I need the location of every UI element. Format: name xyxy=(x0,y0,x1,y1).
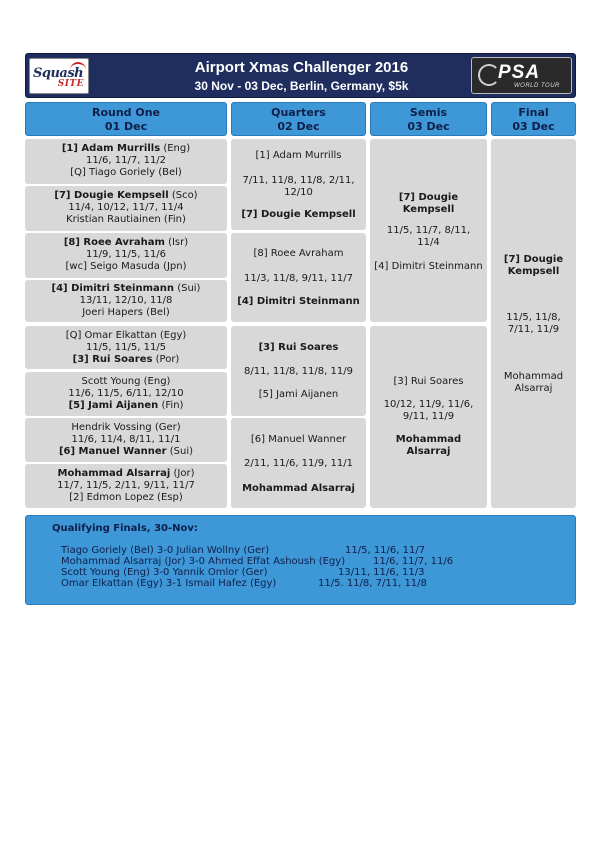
match-score: 13/11, 12/10, 11/8 xyxy=(79,295,173,306)
top-player: [3] Rui Soares xyxy=(258,342,339,353)
tournament-subtitle: 30 Nov - 03 Dec, Berlin, Germany, $5k xyxy=(194,79,409,93)
winner-name: [1] Adam Murrills xyxy=(61,143,161,154)
winner-country: (Sui) xyxy=(166,446,194,457)
loser-name: Scott Young (Eng) xyxy=(81,376,171,387)
bottom-player: [7] Dougie Kempsell xyxy=(241,209,356,220)
bottom-player: [4] Dimitri Steinmann xyxy=(237,296,360,307)
round-one-match-8 xyxy=(25,464,227,508)
winner-country: (Sco) xyxy=(168,190,198,201)
top-player: [3] Rui Soares xyxy=(393,376,464,387)
semi-final-match-1 xyxy=(370,139,487,322)
top-player: [7] Dougie Kempsell xyxy=(503,254,564,277)
round-header-round-one xyxy=(25,102,227,136)
loser-name: Joeri Hapers (Bel) xyxy=(82,307,170,318)
round-name: Quarters xyxy=(271,106,326,119)
logo-left-line2: SITE xyxy=(57,79,84,89)
loser-name: [Q] Omar Elkattan (Egy) xyxy=(65,330,187,341)
winner-name: [3] Rui Soares xyxy=(72,354,153,365)
round-date: 03 Dec xyxy=(512,120,555,133)
winner-country: (Sui) xyxy=(174,283,201,294)
round-name: Round One xyxy=(91,106,161,119)
psa-logo-text: PSA xyxy=(498,62,541,83)
round-date: 01 Dec xyxy=(104,120,148,133)
round-one-match-1 xyxy=(25,139,227,184)
bottom-player: Mohammad Alsarraj xyxy=(503,371,564,394)
semi-final-match-2 xyxy=(370,326,487,508)
top-player: [6] Manuel Wanner xyxy=(250,434,347,445)
winner-country: (Eng) xyxy=(160,143,191,154)
match-score: 11/9, 11/5, 11/6 xyxy=(85,249,167,260)
loser-name: [2] Edmon Lopez (Esp) xyxy=(69,492,183,503)
winner-name: [6] Manuel Wanner xyxy=(58,446,167,457)
match-score: 10/12, 11/9, 11/6, 9/11, 11/9 xyxy=(383,399,474,422)
qualifying-match: Scott Young (Eng) 3-0 Yannik Omlor (Ger) xyxy=(61,567,268,578)
qualifying-match: Tiago Goriely (Bel) 3-0 Julian Wollny (Ger) xyxy=(61,545,270,556)
round-date: 03 Dec xyxy=(407,120,450,133)
psa-logo-subtext: WORLD TOUR xyxy=(514,83,560,89)
round-one-match-3 xyxy=(25,233,227,278)
bottom-player: Mohammad Alsarraj xyxy=(242,483,355,494)
quarter-final-match-1 xyxy=(231,139,366,230)
psa-swirl-icon xyxy=(478,64,500,86)
qualifying-match: Mohammad Alsarraj (Jor) 3-0 Ahmed Effat Ashoush (Egy) xyxy=(61,556,346,567)
match-score: 11/5, 11/5, 11/5 xyxy=(85,342,167,353)
winner-country: (Jor) xyxy=(170,468,195,479)
match-score: 11/3, 11/8, 9/11, 11/7 xyxy=(244,273,353,284)
round-header-semis xyxy=(370,102,487,136)
match-score: 7/11, 11/8, 11/8, 2/11, 12/10 xyxy=(242,175,355,198)
round-date: 02 Dec xyxy=(277,120,320,133)
top-player: [1] Adam Murrills xyxy=(255,150,342,161)
logo-left-line1: Squash xyxy=(33,66,84,81)
match-score: 11/5, 11/8, 7/11, 11/9 xyxy=(506,312,561,335)
round-name: Final xyxy=(518,106,549,119)
loser-name: Hendrik Vossing (Ger) xyxy=(71,422,181,433)
qualifying-score: 13/11, 11/6, 11/3 xyxy=(338,567,425,578)
tournament-header xyxy=(25,53,576,98)
bottom-player: Mohammad Alsarraj xyxy=(395,434,462,457)
winner-name: [5] Jami Aijanen xyxy=(68,400,159,411)
qualifying-score: 11/5, 11/6, 11/7 xyxy=(345,545,426,556)
qualifying-match: Omar Elkattan (Egy) 3-1 Ismail Hafez (Egy) xyxy=(61,578,277,589)
match-score: 11/4, 10/12, 11/7, 11/4 xyxy=(68,202,184,213)
bottom-player: [5] Jami Aijanen xyxy=(258,389,339,400)
quarter-final-match-2 xyxy=(231,233,366,322)
winner-name: [8] Roee Avraham xyxy=(63,237,165,248)
bottom-player: [4] Dimitri Steinmann xyxy=(374,261,483,272)
round-one-match-7 xyxy=(25,418,227,462)
winner-country: (Fin) xyxy=(158,400,184,411)
match-score: 11/5, 11/7, 8/11, 11/4 xyxy=(386,225,471,248)
winner-name: [7] Dougie Kempsell xyxy=(54,190,169,201)
round-one-match-6 xyxy=(25,372,227,416)
winner-country: (Isr) xyxy=(164,237,189,248)
qualifying-title: Qualifying Finals, 30-Nov: xyxy=(52,523,198,534)
round-header-final xyxy=(491,102,576,136)
tournament-title: Airport Xmas Challenger 2016 xyxy=(194,59,409,76)
round-one-match-5 xyxy=(25,326,227,369)
round-header-quarters xyxy=(231,102,366,136)
loser-name: [wc] Seigo Masuda (Jpn) xyxy=(65,261,187,272)
match-score: 11/6, 11/5, 6/11, 12/10 xyxy=(68,388,184,399)
match-score: 2/11, 11/6, 11/9, 11/1 xyxy=(244,458,353,469)
winner-name: [4] Dimitri Steinmann xyxy=(51,283,175,294)
qualifying-finals-panel xyxy=(25,515,576,605)
qualifying-score: 11/5. 11/8, 7/11, 11/8 xyxy=(318,578,427,589)
top-player: [8] Roee Avraham xyxy=(253,248,344,259)
winner-name: Mohammad Alsarraj xyxy=(57,468,171,479)
loser-name: Kristian Rautiainen (Fin) xyxy=(66,214,186,225)
round-name: Semis xyxy=(409,106,448,119)
winner-country: (Por) xyxy=(152,354,180,365)
round-one-match-2 xyxy=(25,186,227,231)
top-player: [7] Dougie Kempsell xyxy=(398,192,459,215)
quarter-final-match-4 xyxy=(231,418,366,508)
round-one-match-4 xyxy=(25,280,227,322)
match-score: 11/6, 11/7, 11/2 xyxy=(85,155,167,166)
match-score: 11/7, 11/5, 2/11, 9/11, 11/7 xyxy=(57,480,195,491)
psa-world-tour-logo xyxy=(471,57,572,94)
match-score: 8/11, 11/8, 11/8, 11/9 xyxy=(244,366,353,377)
quarter-final-match-3 xyxy=(231,326,366,416)
qualifying-score: 11/6, 11/7, 11/6 xyxy=(373,556,454,567)
final-match xyxy=(491,139,576,508)
match-score: 11/6, 11/4, 8/11, 11/1 xyxy=(71,434,181,445)
loser-name: [Q] Tiago Goriely (Bel) xyxy=(70,167,182,178)
